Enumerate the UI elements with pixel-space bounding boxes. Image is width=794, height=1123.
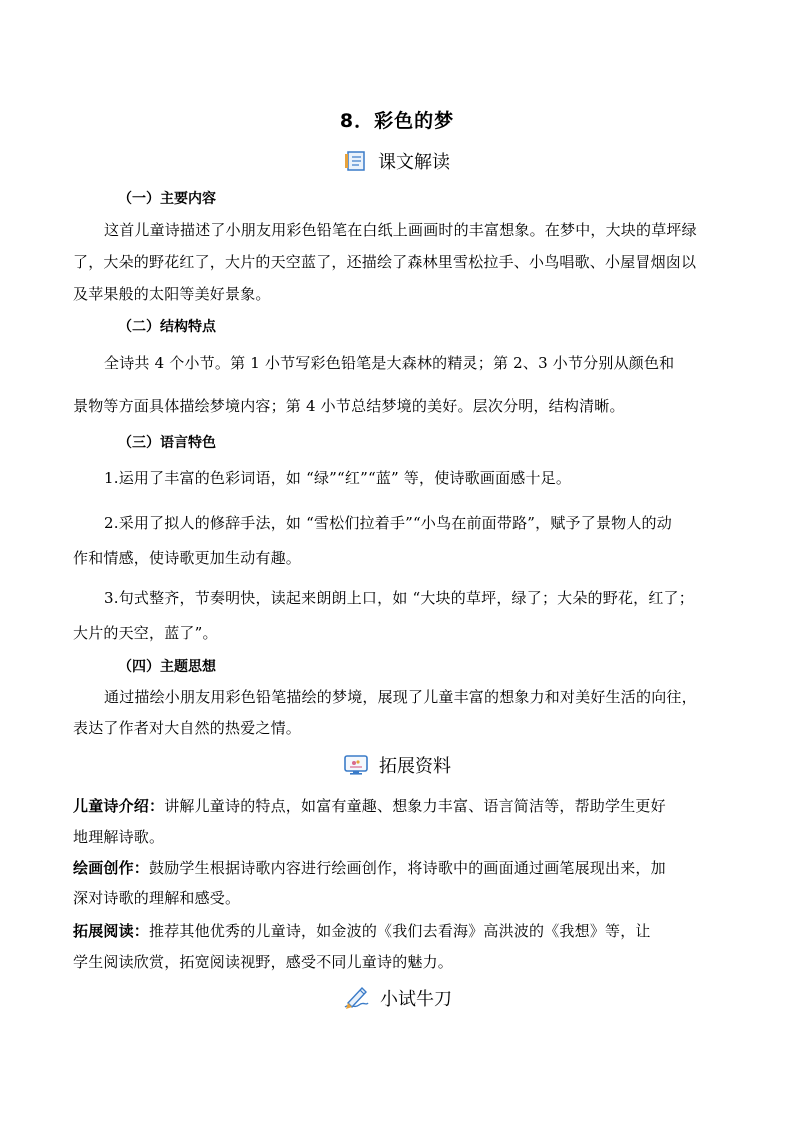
paragraph-line: 3.句式整齐，节奏明快，读起来朗朗上口，如 “大块的草坪，绿了；大朵的野花，红了； [104, 589, 694, 607]
item-text: 推荐其他优秀的儿童诗，如金波的《我们去看海》高洪波的《我想》等，让 [149, 922, 651, 940]
paragraph-line: 通过描绘小朋友用彩色铅笔描绘的梦境，展现了儿童丰富的想象力和对美好生活的向往， [104, 688, 697, 706]
item-text: 讲解儿童诗的特点，如富有童趣、想象力丰富、语言简洁等，帮助学生更好 [164, 797, 666, 815]
section-heading-text: 小试牛刀 [380, 989, 452, 1010]
item-label: 儿童诗介绍： [73, 797, 165, 815]
item-label: 绘画创作： [73, 859, 150, 877]
paragraph-line: 全诗共 4 个小节。第 1 小节写彩色铅笔是大森林的精灵；第 2、3 小节分别从颜色和 [104, 354, 675, 372]
page-title: 8．彩色的梦 [339, 110, 455, 132]
subheading-theme: （四）主题思想 [118, 659, 216, 675]
paragraph-line: 大片的天空，蓝了”。 [73, 624, 218, 642]
paragraph-line: 表达了作者对大自然的热爱之情。 [73, 719, 302, 737]
subheading-structure: （二）结构特点 [118, 319, 216, 335]
extension-item-children-poetry [73, 795, 666, 816]
subheading-main-content: （一）主要内容 [118, 191, 216, 207]
monitor-icon [343, 753, 369, 777]
extension-item-reading [73, 920, 651, 941]
paragraph-line: 地理解诗歌。 [73, 828, 165, 846]
book-pencil-icon [344, 149, 368, 173]
paragraph-line: 景物等方面具体描绘梦境内容；第 4 小节总结梦境的美好。层次分明，结构清晰。 [73, 397, 625, 415]
paragraph-line: 深对诗歌的理解和感受。 [73, 889, 241, 907]
pen-writing-icon [342, 985, 370, 1011]
section-heading-text: 拓展资料 [379, 756, 451, 777]
paragraph-line: 这首儿童诗描述了小朋友用彩色铅笔在白纸上画画时的丰富想象。在梦中，大块的草坪绿 [104, 221, 697, 239]
paragraph-line: 学生阅读欣赏，拓宽阅读视野，感受不同儿童诗的魅力。 [73, 953, 454, 971]
item-text: 鼓励学生根据诗歌内容进行绘画创作，将诗歌中的画面通过画笔展现出来，加 [149, 859, 666, 877]
section-heading-practice [0, 985, 794, 1011]
paragraph-line: 2.采用了拟人的修辞手法，如 “雪松们拉着手”“小鸟在前面带路”，赋予了景物人的动 [104, 514, 672, 532]
paragraph-line: 作和情感，使诗歌更加生动有趣。 [73, 549, 302, 567]
extension-item-drawing [73, 857, 666, 878]
paragraph-line: 了，大朵的野花红了，大片的天空蓝了，还描绘了森林里雪松拉手、小鸟唱歌、小屋冒烟囱以 [73, 253, 697, 271]
section-heading-lesson [0, 148, 794, 174]
item-label: 拓展阅读： [73, 922, 150, 940]
subheading-language: （三）语言特色 [118, 435, 216, 451]
section-heading-text: 课文解读 [378, 152, 450, 173]
paragraph-line: 1.运用了丰富的色彩词语，如 “绿”“红”“蓝” 等，使诗歌画面感十足。 [104, 469, 572, 487]
section-heading-extension [0, 752, 794, 778]
paragraph-line: 及苹果般的太阳等美好景象。 [73, 285, 271, 303]
